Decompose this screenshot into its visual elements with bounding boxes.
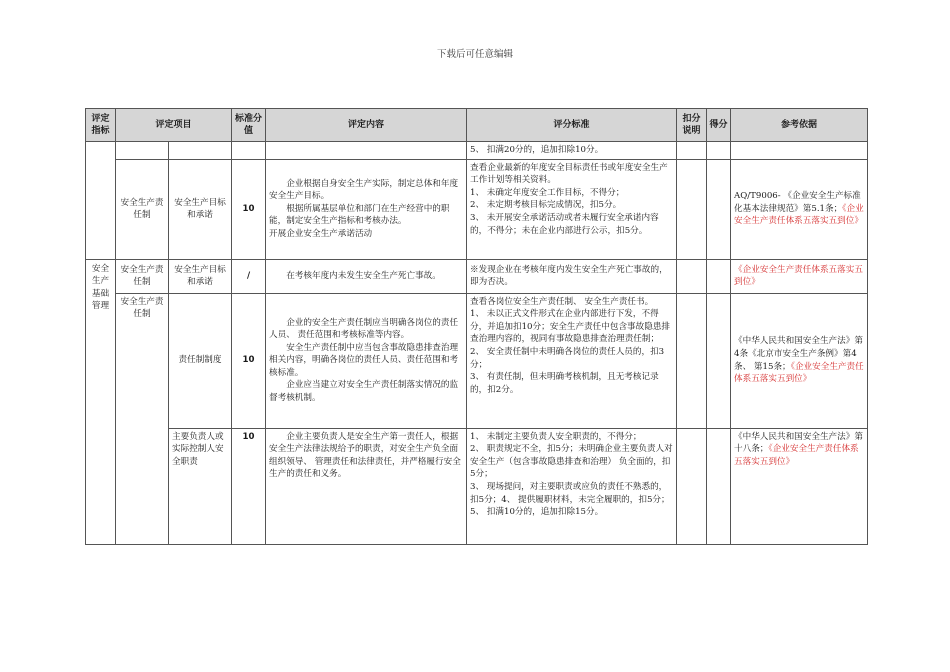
criteria-cell: 查看企业最新的年度安全目标责任书或年度安全生产工作计划等相关资料。 1、 未确定年度安全工作目标，不得分； 2、 未定期考核目标完成情况，扣5分。 3、 未开展安全承诺活动或者未履行安全承诺内容的，不得分；未在企业内部进行公示，扣5分。	[467, 159, 677, 259]
table-row	[86, 142, 868, 160]
subitem-cell: 责任制制度	[169, 293, 232, 428]
score-cell: 10	[232, 428, 266, 544]
item-cell: 安全生产责任制	[116, 159, 169, 259]
header-item: 评定项目	[116, 109, 232, 142]
header-deduction: 扣分说明	[677, 109, 707, 142]
table-header	[86, 109, 868, 142]
reference-cell: 《中华人民共和国安全生产法》第十八条；《企业安全生产责任体系五落实五到位》	[731, 428, 868, 544]
subitem-cell: 安全生产目标和承诺	[169, 259, 232, 293]
content-cell: 企业的安全生产责任制应当明确各岗位的责任人员、 责任范围和考核标准等内容。 安全生产责任制中应当包含事故隐患排查治理相关内容，明确各岗位的责任人员、责任范围和考核标准。 企业应当建立对安全生产责任制落实情况的监督考核机制。	[266, 293, 467, 428]
header-indicator: 评定指标	[86, 109, 116, 142]
criteria-cell: 1、 未制定主要负责人安全职责的，不得分； 2、 职责规定不全，扣5分；未明确企业主要负责人对安全生产（包含事故隐患排查和治理） 负全面的，扣5分； 3、 现场提问，对主要职责或应负的责任不熟悉的，扣5分；4、 提供履职材料，未完全履职的，扣5分；5、 扣满10分的，追加扣除15分。	[467, 428, 677, 544]
table-row	[86, 293, 868, 428]
reference-cell: 《企业安全生产责任体系五落实五到位》	[731, 259, 868, 293]
indicator-cell: 安全生产基础管理	[86, 259, 116, 544]
subitem-cell: 主要负责人或实际控制人安全职责	[169, 428, 232, 544]
header-content: 评定内容	[266, 109, 467, 142]
header-points: 得分	[707, 109, 731, 142]
item-cell: 安全生产责任制	[116, 259, 169, 293]
content-cell: 企业根据自身安全生产实际，制定总体和年度安全生产目标。 根据所属基层单位和部门在生产经营中的职能，制定安全生产指标和考核办法。 开展企业安全生产承诺活动	[266, 159, 467, 259]
table-row	[86, 159, 868, 259]
page-header: 下载后可任意编辑	[436, 49, 513, 60]
subitem-cell: 安全生产目标和承诺	[169, 159, 232, 259]
score-cell: 10	[232, 159, 266, 259]
criteria-cell: 5、 扣满20分的，追加扣除10分。	[467, 142, 677, 160]
indicator-cell-empty	[86, 142, 116, 260]
reference-cell: 《中华人民共和国安全生产法》第4条《北京市安全生产条例》第4条、 第15条；《企业安全生产责任体系五落实五到位》	[731, 293, 868, 428]
score-cell: /	[232, 259, 266, 293]
table-row	[86, 428, 868, 544]
evaluation-table	[85, 108, 868, 545]
header-reference: 参考依据	[731, 109, 868, 142]
content-cell: 企业主要负责人是安全生产第一责任人，根据安全生产法律法规给予的职责，对安全生产负全面组织领导、 管理责任和法律责任，并严格履行安全生产的责任和义务。	[266, 428, 467, 544]
criteria-cell: ※发现企业在考核年度内发生安全生产死亡事故的，即为否决。	[467, 259, 677, 293]
header-criteria: 评分标准	[467, 109, 677, 142]
score-cell: 10	[232, 293, 266, 428]
content-cell: 在考核年度内未发生安全生产死亡事故。	[266, 259, 467, 293]
header-score: 标准分值	[232, 109, 266, 142]
reference-cell: AQ/T9006- 《企业安全生产标准化基本法律规范》第5.1条；《企业安全生产责任体系五落实五到位》	[731, 159, 868, 259]
item-cell: 安全生产责任制	[116, 293, 169, 544]
criteria-cell: 查看各岗位安全生产责任制、 安全生产责任书。 1、 未以正式文件形式在企业内部进行下发，不得分，并追加扣10分；安全生产责任中包含事故隐患排查治理内容的，视同有事故隐患排查治理责任制； 2、 安全责任制中未明确各岗位的责任人员的，扣3分； 3、 有责任制，但未明确考核机制，且无考核记录的，扣2分。	[467, 293, 677, 428]
table-row	[86, 259, 868, 293]
